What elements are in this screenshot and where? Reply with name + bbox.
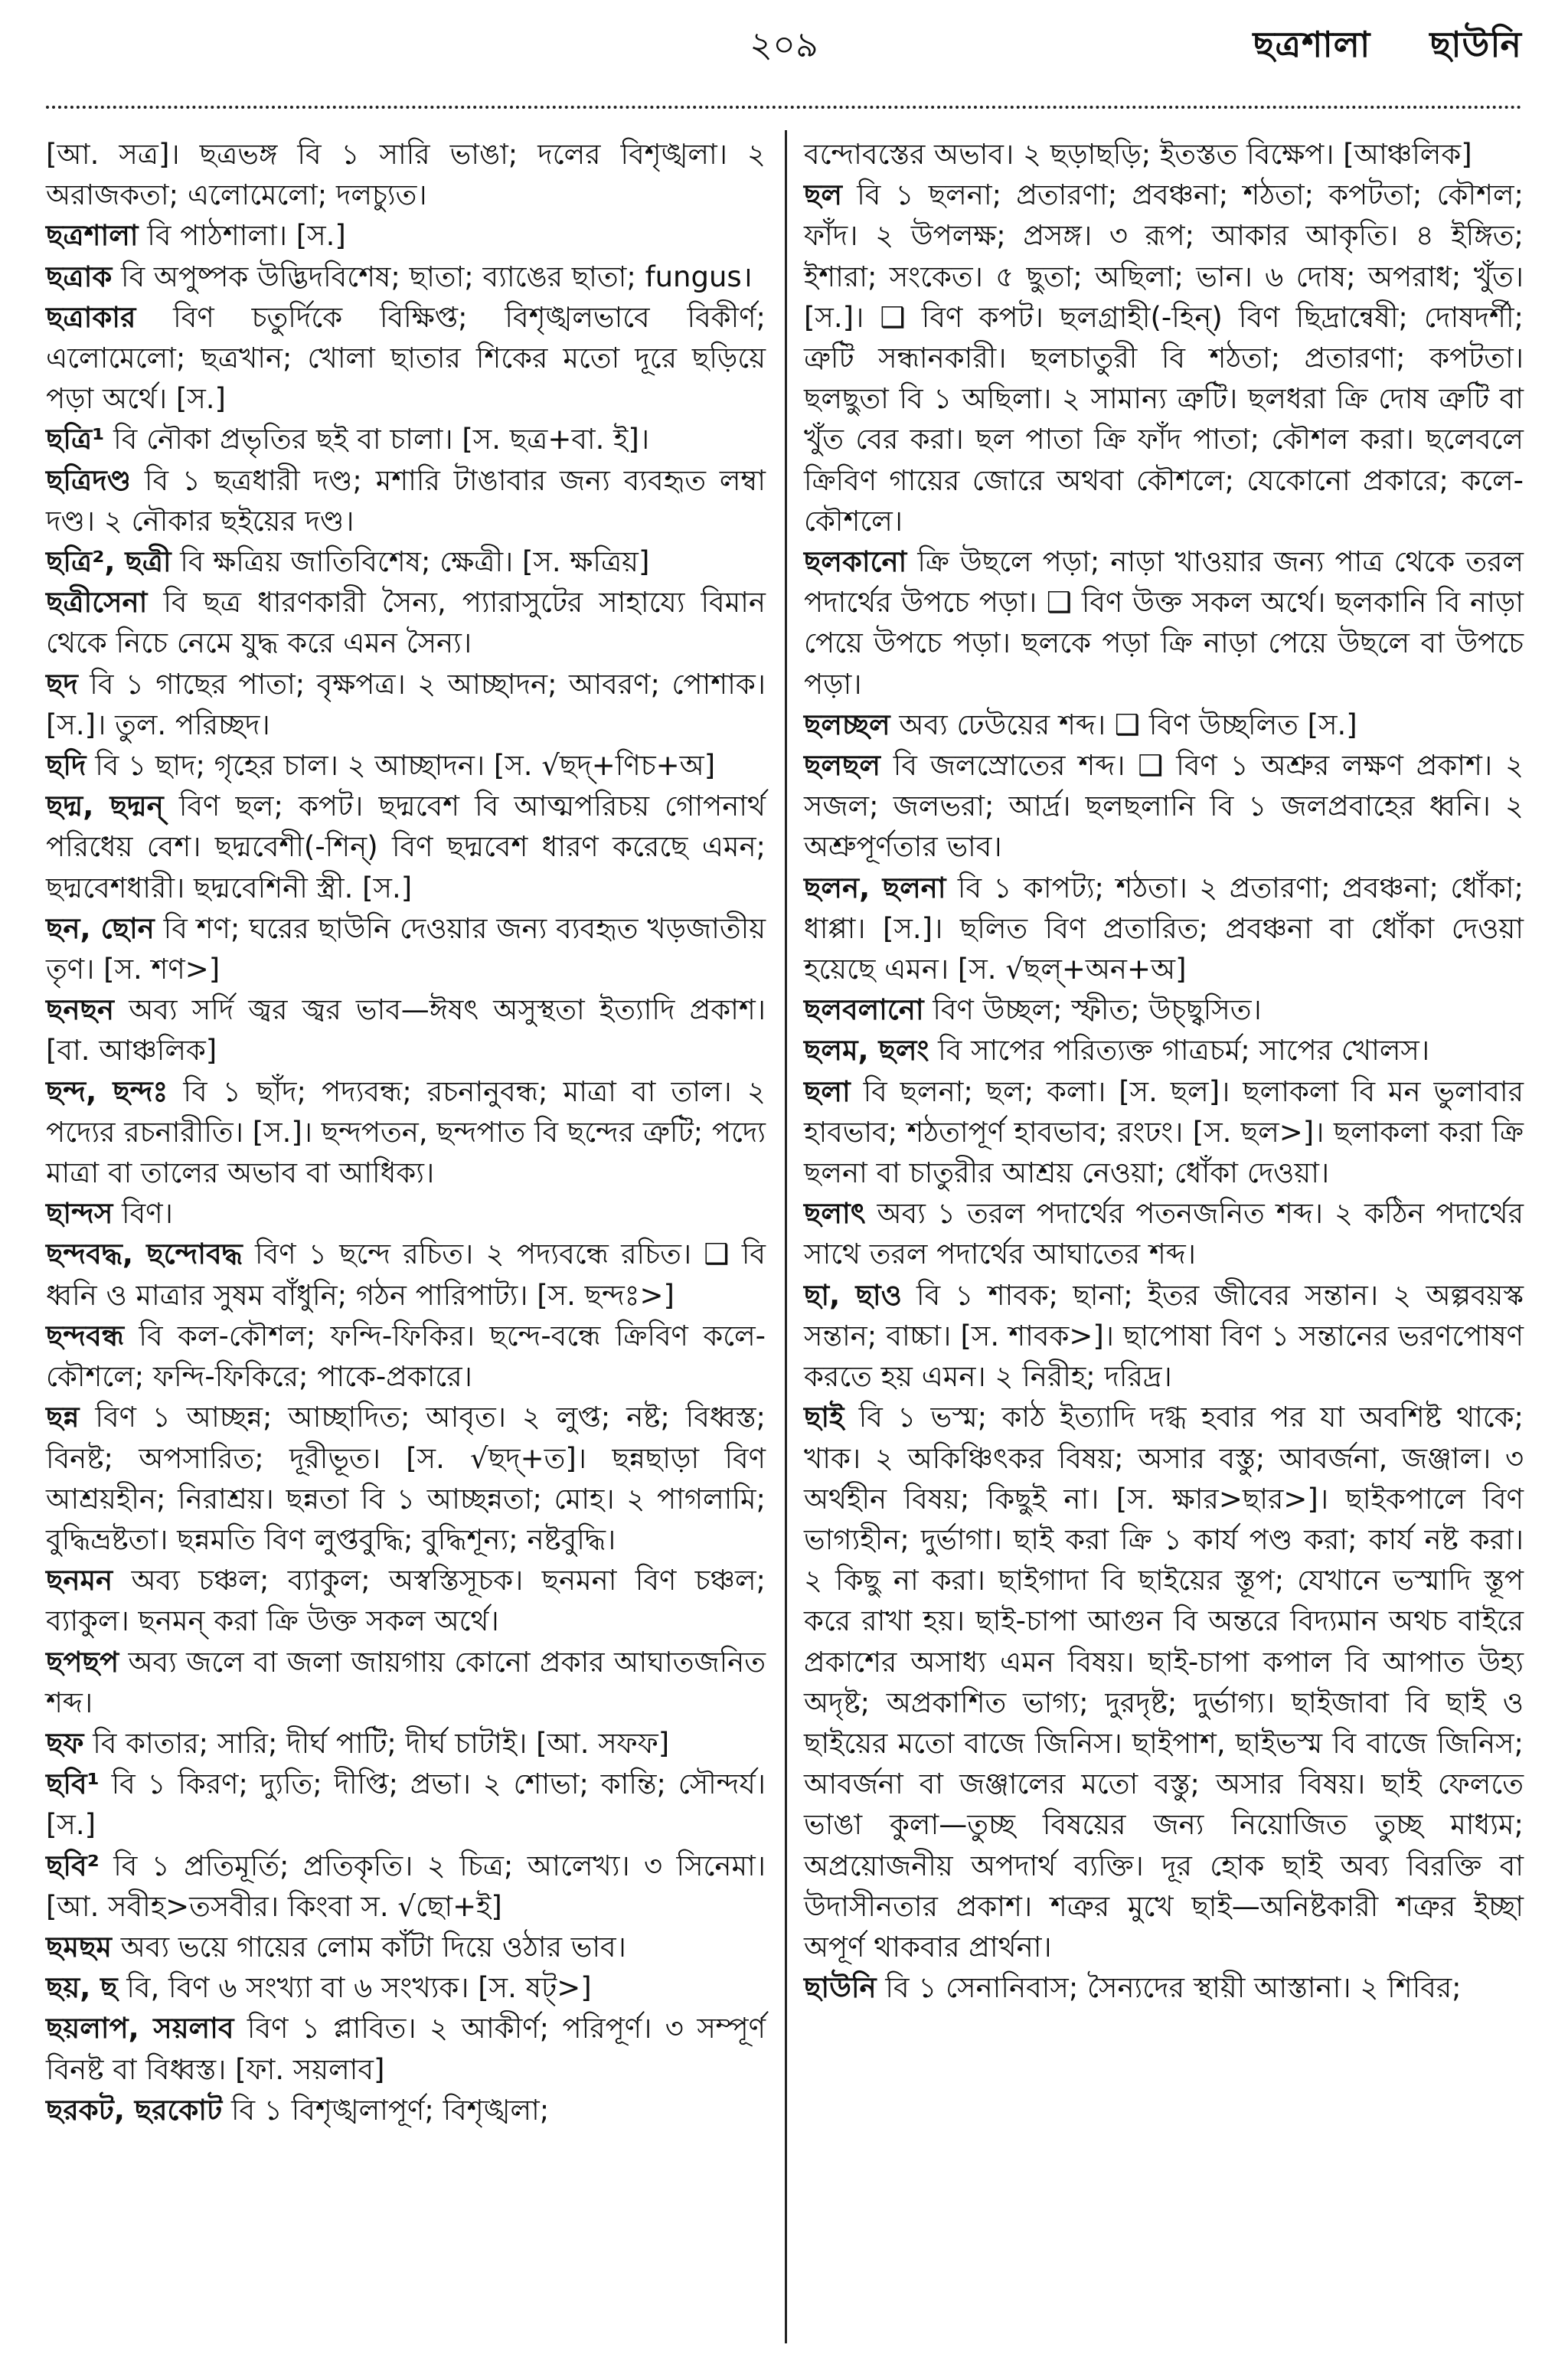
dictionary-entry — [46, 134, 766, 215]
entry-headword: ছত্রাক — [46, 260, 113, 293]
entry-definition: বি নৌকা প্রভৃতির ছই বা চালা। [স. ছত্র+বা. ই]। — [104, 423, 650, 456]
entry-headword: ছান্দস — [46, 1197, 113, 1231]
entry-definition: বি ১ কিরণ; দ্যুতি; দীপ্তি; প্রভা। ২ শোভা; কান্তি; সৌন্দর্য। [স.] — [46, 1767, 766, 1842]
entry-definition: বন্দোবস্তের অভাব। ২ ছড়াছড়ি; ইতস্তত বিক্ষেপ। [আঞ্চলিক] — [804, 138, 1472, 171]
entry-headword: ছমছম — [46, 1930, 112, 1964]
entry-headword: ছন্ন — [46, 1401, 80, 1434]
entry-headword: ছলচ্ছল — [804, 708, 890, 741]
dictionary-entry — [804, 1397, 1524, 1967]
dictionary-entry — [46, 1846, 766, 1927]
dictionary-entry — [46, 297, 766, 420]
dictionary-entry — [46, 1560, 766, 1641]
entry-headword: ছন্দবদ্ধ, ছন্দোবদ্ধ — [46, 1238, 243, 1271]
entry-headword: ছলকানো — [804, 545, 907, 579]
entry-definition: বি ১ ছাঁদ; পদ্যবন্ধ; রচনানুবন্ধ; মাত্রা বা তাল। ২ পদ্যের রচনারীতি। [স.]। ছন্দপতন, ছন্দপাত বি ছন্দের ত্রুটি; পদ্যে মাত্রা বা তালের অভাব বা আধিক্য। — [46, 1074, 766, 1190]
entry-headword: ছন্দবন্ধ — [46, 1319, 125, 1352]
entry-definition: বি জলস্রোতের শব্দ। ❑ বিণ ১ অশ্রুর লক্ষণ প্রকাশ। ২ সজল; জলভরা; আর্দ্র। ছলছলানি বি ১ জলপ্রবাহের ধ্বনি। ২ অশ্রুপূর্ণতার ভাব। — [804, 749, 1524, 864]
dictionary-entry — [46, 745, 766, 786]
entry-headword: ছলাৎ — [804, 1197, 866, 1231]
entry-definition: বিণ। — [113, 1197, 173, 1231]
dictionary-entry — [46, 989, 766, 1071]
entry-headword: ছনমন — [46, 1564, 113, 1597]
entry-headword: ছদ্ম, ছদ্মন্ — [46, 790, 164, 823]
entry-definition: বি ক্ষত্রিয় জাতিবিশেষ; ক্ষেত্রী। [স. ক্ষত্রিয়] — [171, 545, 650, 579]
entry-definition: বি কল-কৌশল; ফন্দি-ফিকির। ছন্দে-বন্ধে ক্রিবিণ কলে-কৌশলে; ফন্দি-ফিকিরে; পাকে-প্রকারে। — [46, 1319, 766, 1394]
entry-headword: ছত্রীসেনা — [46, 586, 148, 620]
entry-definition: বিণ ছল; কপট। ছদ্মবেশ বি আত্মপরিচয় গোপনার্থ পরিধেয় বেশ। ছদ্মবেশী(-শিন্) বিণ ছদ্মবেশ ধারণ করেছে এমন; ছদ্মবেশধারী। ছদ্মবেশিনী স্ত্রী. [স.] — [46, 790, 766, 904]
entry-definition: অব্য চঞ্চল; ব্যাকুল; অস্বস্তিসূচক। ছনমনা বিণ চঞ্চল; ব্যাকুল। ছনমন্ করা ক্রি উক্ত সকল অর্থে। — [46, 1564, 766, 1638]
entry-definition: অব্য সর্দি জ্বর জ্বর ভাব—ঈষৎ অসুস্থতা ইত্যাদি প্রকাশ। [বা. আঞ্চলিক] — [46, 993, 766, 1068]
entry-definition: বি সাপের পরিত্যক্ত গাত্রচর্ম; সাপের খোলস। — [929, 1034, 1430, 1068]
right-column — [804, 134, 1524, 2008]
dictionary-entry — [804, 705, 1524, 745]
entry-headword: ছত্রশালা — [46, 219, 139, 253]
entry-headword: ছয়, ছ — [46, 1971, 118, 2005]
dictionary-entry — [46, 664, 766, 745]
dictionary-entry — [46, 460, 766, 541]
dictionary-entry — [46, 786, 766, 908]
entry-definition: বি পাঠশালা। [স.] — [138, 219, 346, 253]
guide-word-first: ছত্রশালা — [1253, 24, 1371, 65]
entry-definition: বি ছলনা; ছল; কলা। [স. ছল]। ছলাকলা বি মন ভুলাবার হাবভাব; শঠতাপূর্ণ হাবভাব; রংঢং। [স. ছল>]। ছলাকলা করা ক্রি ছলনা বা চাতুরীর আশ্রয় নেওয়া; ধোঁকা দেওয়া। — [804, 1074, 1524, 1190]
entry-headword: ছলবলানো — [804, 993, 924, 1027]
entry-definition: বিণ চতুর্দিকে বিক্ষিপ্ত; বিশৃঙ্খলভাবে বিকীর্ণ; এলোমেলো; ছত্রখান; খোলা ছাতার শিকের মতো দূরে ছড়িয়ে পড়া অর্থে। [স.] — [46, 300, 766, 416]
dictionary-entry — [46, 1397, 766, 1560]
dictionary-entry — [46, 2090, 766, 2130]
entry-definition: বিণ ১ প্লাবিত। ২ আকীর্ণ; পরিপূর্ণ। ৩ সম্পূর্ণ বিনষ্ট বা বিধ্বস্ত। [ফা. সয়লাব] — [46, 2012, 766, 2086]
dictionary-entry — [804, 868, 1524, 990]
dictionary-entry — [46, 1967, 766, 2008]
dictionary-entry — [804, 1030, 1524, 1071]
entry-headword: ছলছল — [804, 749, 880, 783]
dictionary-entry — [46, 257, 766, 297]
column-divider — [785, 130, 787, 2343]
entry-definition: বি ১ শাবক; ছানা; ইতর জীবের সন্তান। ২ অল্পবয়স্ক সন্তান; বাচ্চা। [স. শাবক>]। ছাপোষা বিণ ১ সন্তানের ভরণপোষণ করতে হয় এমন। ২ নিরীহ; দরিদ্র। — [804, 1278, 1524, 1394]
entry-headword: ছদ — [46, 667, 78, 701]
guide-words — [1207, 18, 1522, 77]
entry-headword: ছত্রি¹ — [46, 423, 105, 456]
dictionary-entry — [46, 541, 766, 582]
entry-headword: ছপছপ — [46, 1645, 119, 1679]
dictionary-entry — [804, 745, 1524, 868]
entry-headword: ছল — [804, 178, 842, 212]
entry-definition: বি ছত্র ধারণকারী সৈন্য, প্যারাসুটের সাহায্যে বিমান থেকে নিচে নেমে যুদ্ধ করে এমন সৈন্য। — [46, 586, 766, 660]
entry-definition: অব্য ঢেউয়ের শব্দ। ❑ বিণ উচ্ছলিত [স.] — [890, 708, 1357, 741]
entry-headword: ছলম, ছলং — [804, 1034, 929, 1068]
entry-headword: ছয়লাপ, সয়লাব — [46, 2012, 234, 2045]
entry-definition: অব্য ভয়ে গায়ের লোম কাঁটা দিয়ে ওঠার ভাব। — [111, 1930, 626, 1964]
dictionary-entry — [804, 1071, 1524, 1194]
entry-definition: বি ১ ভস্ম; কাঠ ইত্যাদি দগ্ধ হবার পর যা অবশিষ্ট থাকে; খাক। ২ অকিঞ্চিৎকর বিষয়; অসার বস্তু; আবর্জনা, জঞ্জাল। ৩ অর্থহীন বিষয়; কিছুই না। [স. ক্ষার>ছার>]। ছাইকপালে বিণ ভাগ্যহীন; দুর্ভাগা। ছাই করা ক্রি ১ কার্য পণ্ড করা; কার্য নষ্ট করা। ২ কিছু না করা। ছাইগাদা বি ছাইয়ের স্তূপ; যেখানে ভস্মাদি স্তূপ করে রাখা হয়। ছাই-চাপা আগুন বি অন্তরে বিদ্যমান অথচ বাইরে প্রকাশের অসাধ্য এমন বিষয়। ছাই-চাপা কপাল বি আপাত উহ্য অদৃষ্ট; অপ্রকাশিত ভাগ্য; দুরদৃষ্ট; দুর্ভাগ্য। ছাইজাবা বি ছাই ও ছাইয়ের মতো বাজে জিনিস। ছাইপাশ, ছাইভস্ম বি বাজে জিনিস; আবর্জনা বা জঞ্জালের মতো বস্তু; অসার বিষয়। ছাই ফেলতে ভাঙা কুলা—তুচ্ছ বিষয়ের জন্য নিয়োজিত তুচ্ছ মাধ্যম; অপ্রয়োজনীয় অপদার্থ ব্যক্তি। দূর হোক ছাই অব্য বিরক্তি বা উদাসীনতার প্রকাশ। শত্রুর মুখে ছাই—অনিষ্টকারী শত্রুর ইচ্ছা অপূর্ণ থাকবার প্রার্থনা। — [804, 1401, 1524, 1964]
entry-definition: বি ১ কাপট্য; শঠতা। ২ প্রতারণা; প্রবঞ্চনা; ধোঁকা; ধাপ্পা। [স.]। ছলিত বিণ প্রতারিত; প্রবঞ্চনা বা ধোঁকা দেওয়া হয়েছে এমন। [স. √ছল্+অন+অ] — [804, 871, 1524, 986]
dictionary-entry — [46, 419, 766, 459]
dictionary-entry — [804, 1967, 1524, 2008]
entry-headword: ছনছন — [46, 993, 115, 1027]
dictionary-entry — [804, 175, 1524, 541]
dictionary-entry — [46, 908, 766, 989]
entry-definition: বি শণ; ঘরের ছাউনি দেওয়ার জন্য ব্যবহৃত খড়জাতীয় তৃণ। [স. শণ>] — [46, 911, 766, 986]
entry-headword: ছন্দ, ছন্দঃ — [46, 1074, 168, 1108]
entry-headword: ছাউনি — [804, 1971, 877, 2005]
entry-headword: ছন, ছোন — [46, 911, 155, 945]
dictionary-entry — [46, 582, 766, 663]
entry-headword: ছরকট, ছরকোট — [46, 2093, 223, 2127]
entry-headword: ছত্রি², ছত্রী — [46, 545, 172, 579]
dictionary-entry — [46, 1927, 766, 1967]
entry-definition: অব্য জলে বা জলা জায়গায় কোনো প্রকার আঘাতজনিত শব্দ। — [46, 1645, 766, 1719]
dictionary-entry — [46, 1193, 766, 1234]
entry-definition: অব্য ১ তরল পদার্থের পতনজনিত শব্দ। ২ কঠিন পদার্থের সাথে তরল পদার্থের আঘাতের শব্দ। — [804, 1197, 1524, 1271]
dictionary-entry — [804, 541, 1524, 705]
dictionary-entry — [46, 1723, 766, 1764]
page-header — [46, 8, 1522, 100]
entry-headword: ছদি — [46, 749, 87, 783]
entry-headword: ছবি² — [46, 1849, 100, 1882]
dictionary-entry — [46, 215, 766, 256]
dictionary-entry — [804, 1275, 1524, 1398]
entry-definition: বি ১ গাছের পাতা; বৃক্ষপত্র। ২ আচ্ছাদন; আবরণ; পোশাক। [স.]। তুল. পরিচ্ছদ। — [46, 667, 766, 741]
guide-word-last: ছাউনি — [1429, 24, 1522, 65]
entry-definition: বি অপুষ্পক উদ্ভিদবিশেষ; ছাতা; ব্যাঙের ছাতা; fungus। — [112, 260, 753, 293]
entry-definition: ক্রি উছলে পড়া; নাড়া খাওয়ার জন্য পাত্র থেকে তরল পদার্থের উপচে পড়া। ❑ বিণ উক্ত সকল অর্থে। ছলকানি বি নাড়া পেয়ে উপচে পড়া। ছলকে পড়া ক্রি নাড়া পেয়ে উছলে বা উপচে পড়া। — [804, 545, 1524, 701]
entry-headword: ছাই — [804, 1401, 844, 1434]
page-number: ২০৯ — [750, 24, 818, 65]
dictionary-entry — [46, 1642, 766, 1723]
entry-definition: বিণ ১ ছন্দে রচিত। ২ পদ্যবন্ধে রচিত। ❑ বি ধ্বনি ও মাত্রার সুষম বাঁধুনি; গঠন পারিপাট্য। [স. ছন্দঃ>] — [46, 1238, 766, 1312]
entry-definition: বি ১ ছত্রধারী দণ্ড; মশারি টাঙাবার জন্য ব্যবহৃত লম্বা দণ্ড। ২ নৌকার ছইয়ের দণ্ড। — [46, 463, 766, 538]
dictionary-entry — [804, 989, 1524, 1030]
dictionary-entry — [804, 134, 1524, 175]
entry-headword: ছলন, ছলনা — [804, 871, 946, 904]
entry-definition: বি ১ সেনানিবাস; সৈন্যদের স্থায়ী আস্তানা। ২ শিবির; — [876, 1971, 1462, 2005]
entry-definition: বি কাতার; সারি; দীর্ঘ পাটি; দীর্ঘ চাটাই। [আ. সফফ] — [83, 1726, 670, 1760]
entry-headword: ছা, ছাও — [804, 1278, 902, 1312]
header-rule — [46, 106, 1522, 109]
dictionary-entry — [46, 1764, 766, 1845]
entry-definition: বি, বিণ ৬ সংখ্যা বা ৬ সংখ্যক। [স. ষট্>] — [117, 1971, 592, 2005]
entry-headword: ছফ — [46, 1726, 84, 1760]
dictionary-entry — [46, 2008, 766, 2089]
entry-definition: বিণ ১ আচ্ছন্ন; আচ্ছাদিত; আবৃত। ২ লুপ্ত; নষ্ট; বিধ্বস্ত; বিনষ্ট; অপসারিত; দূরীভূত। [স. √ছদ্+ত]। ছন্নছাড়া বিণ আশ্রয়হীন; নিরাশ্রয়। ছন্নতা বি ১ আচ্ছন্নতা; মোহ। ২ পাগলামি; বুদ্ধিভ্রষ্টতা। ছন্নমতি বিণ লুপ্তবুদ্ধি; বুদ্ধিশূন্য; নষ্টবুদ্ধি। — [46, 1401, 766, 1556]
entry-definition: বিণ উচ্ছল; স্ফীত; উচ্ছ্বসিত। — [923, 993, 1262, 1027]
entry-definition: বি ১ ছলনা; প্রতারণা; প্রবঞ্চনা; শঠতা; কপটতা; কৌশল; ফাঁদ। ২ উপলক্ষ; প্রসঙ্গ। ৩ রূপ; আকার আকৃতি। ৪ ইঙ্গিত; ইশারা; সংকেত। ৫ ছুতা; অছিলা; ভান। ৬ দোষ; অপরাধ; খুঁত। [স.]। ❑ বিণ কপট। ছলগ্রাহী(-হিন্) বিণ ছিদ্রান্বেষী; দোষদর্শী; ত্রুটি সন্ধানকারী। ছলচাতুরী বি শঠতা; প্রতারণা; কপটতা। ছলছুতা বি ১ অছিলা। ২ সামান্য ত্রুটি। ছলধরা ক্রি দোষ ত্রুটি বা খুঁত বের করা। ছল পাতা ক্রি ফাঁদ পাতা; কৌশল করা। ছলেবলে ক্রিবিণ গায়ের জোরে অথবা কৌশলে; যেকোনো প্রকারে; কলে-কৌশলে। — [804, 178, 1524, 538]
entry-definition: [আ. সত্র]। ছত্রভঙ্গ বি ১ সারি ভাঙা; দলের বিশৃঙ্খলা। ২ অরাজকতা; এলোমেলো; দলচ্যুত। — [46, 138, 766, 212]
dictionary-entry — [804, 1193, 1524, 1274]
entry-headword: ছত্রাকার — [46, 300, 136, 334]
dictionary-entry — [46, 1234, 766, 1315]
entry-headword: ছবি¹ — [46, 1767, 100, 1801]
entry-headword: ছত্রিদণ্ড — [46, 463, 132, 497]
entry-headword: ছলা — [804, 1074, 851, 1108]
dictionary-entry — [46, 1071, 766, 1194]
dictionary-entry — [46, 1316, 766, 1397]
entry-definition: বি ১ প্রতিমূর্তি; প্রতিকৃতি। ২ চিত্র; আলেখ্য। ৩ সিনেমা। [আ. সবীহ>তসবীর। কিংবা স. √ছো+ই] — [46, 1849, 766, 1923]
entry-definition: বি ১ বিশৃঙ্খলাপূর্ণ; বিশৃঙ্খলা; — [222, 2093, 550, 2127]
left-column — [46, 134, 766, 2130]
entry-definition: বি ১ ছাদ; গৃহের চাল। ২ আচ্ছাদন। [স. √ছদ্+ণিচ+অ] — [86, 749, 716, 783]
